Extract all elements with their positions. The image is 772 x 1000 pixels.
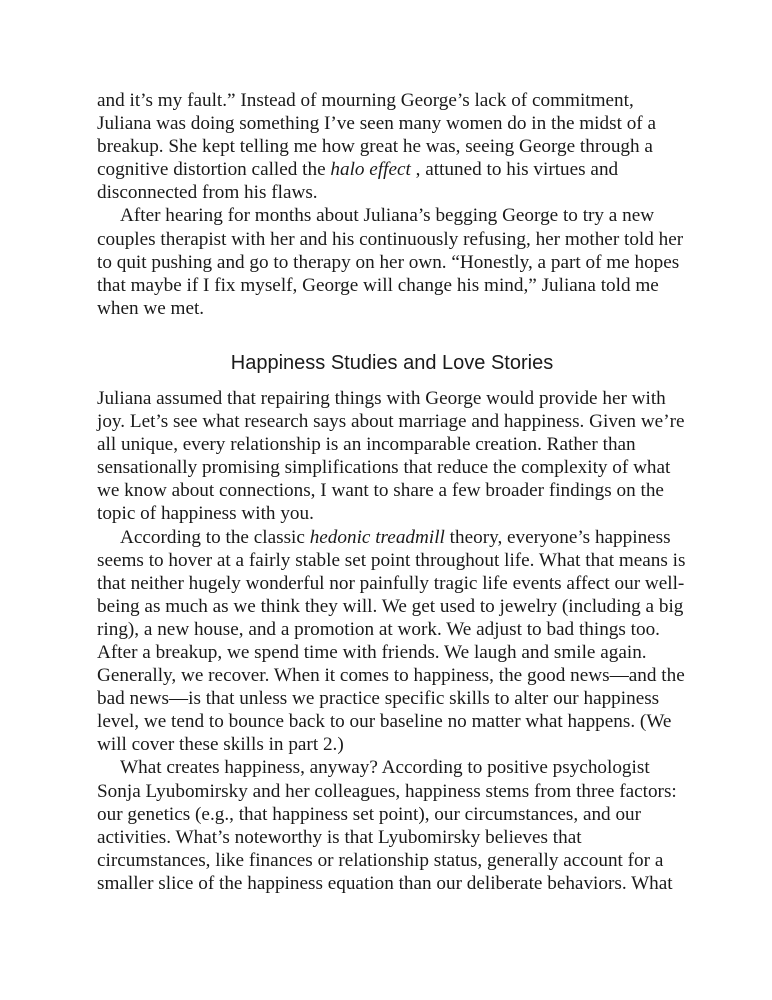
paragraph-research-intro [97,387,687,526]
emphasis-term: hedonic treadmill [309,526,445,548]
paragraph-happiness-factors [97,756,687,895]
book-page [97,89,687,895]
paragraph-text: What creates happiness, anyway? According to positive psychologist Sonja Lyubomirsky and her colleagues, happiness stems from three factors: our genetics (e.g., that happiness set point), our circumstances, and our activities. What’s noteworthy is that Lyubomirsky believes that circumstances, like finances or relationship status, generally account for a smaller slice of the happiness equation than our deliberate behaviors. What [97,757,677,894]
paragraph-text: After hearing for months about Juliana’s begging George to try a new couples therapist with her and his continuously refusing, her mother told her to quit pushing and go to therapy on her own. “Honestly, a part of me hopes that maybe if I fix myself, George will change his mind,” Juliana told me when we met. [97,205,684,319]
paragraph-hedonic-treadmill [97,526,687,757]
paragraph-text: Juliana assumed that repairing things with George would provide her with joy. Let’s see what research says about marriage and happiness. Given we’re all unique, every relationship is an incomparable creation. Rather than sensationally promising simplifications that reduce the complexity of what we know about connections, I want to share a few broader findings on the topic of happiness with you. [97,387,685,525]
paragraph-text: According to the classic [120,526,310,548]
paragraph-text: and it’s my fault.” Instead of mourning George’s lack of commitment, Juliana was doing something I’ve seen many women do in the midst of a breakup. She kept telling me how great he was, seeing George through a cognitive distortion called the [97,90,656,181]
section-heading: Happiness Studies and Love Stories [230,351,554,374]
paragraph-therapy [97,204,687,319]
paragraph-halo-effect [97,89,687,204]
paragraph-text: theory, everyone’s happiness seems to hover at a fairly stable set point throughout life. What that means is that neither hugely wonderful nor painfully tragic life events affect our well-being as much as we think they will. We get used to jewelry (including a big ring), a new house, and a promotion at work. We adjust to bad things too. After a breakup, we spend time with friends. We laugh and smile again. Generally, we recover. When it comes to happiness, the good news—and the bad news—is that unless we practice specific skills to alter our happiness level, we tend to bounce back to our baseline no matter what happens. (We will cover these skills in part 2.) [97,526,686,756]
paragraph-text: , attuned to his virtues and disconnected from his flaws. [97,159,619,204]
emphasis-term: halo effect [330,159,411,181]
